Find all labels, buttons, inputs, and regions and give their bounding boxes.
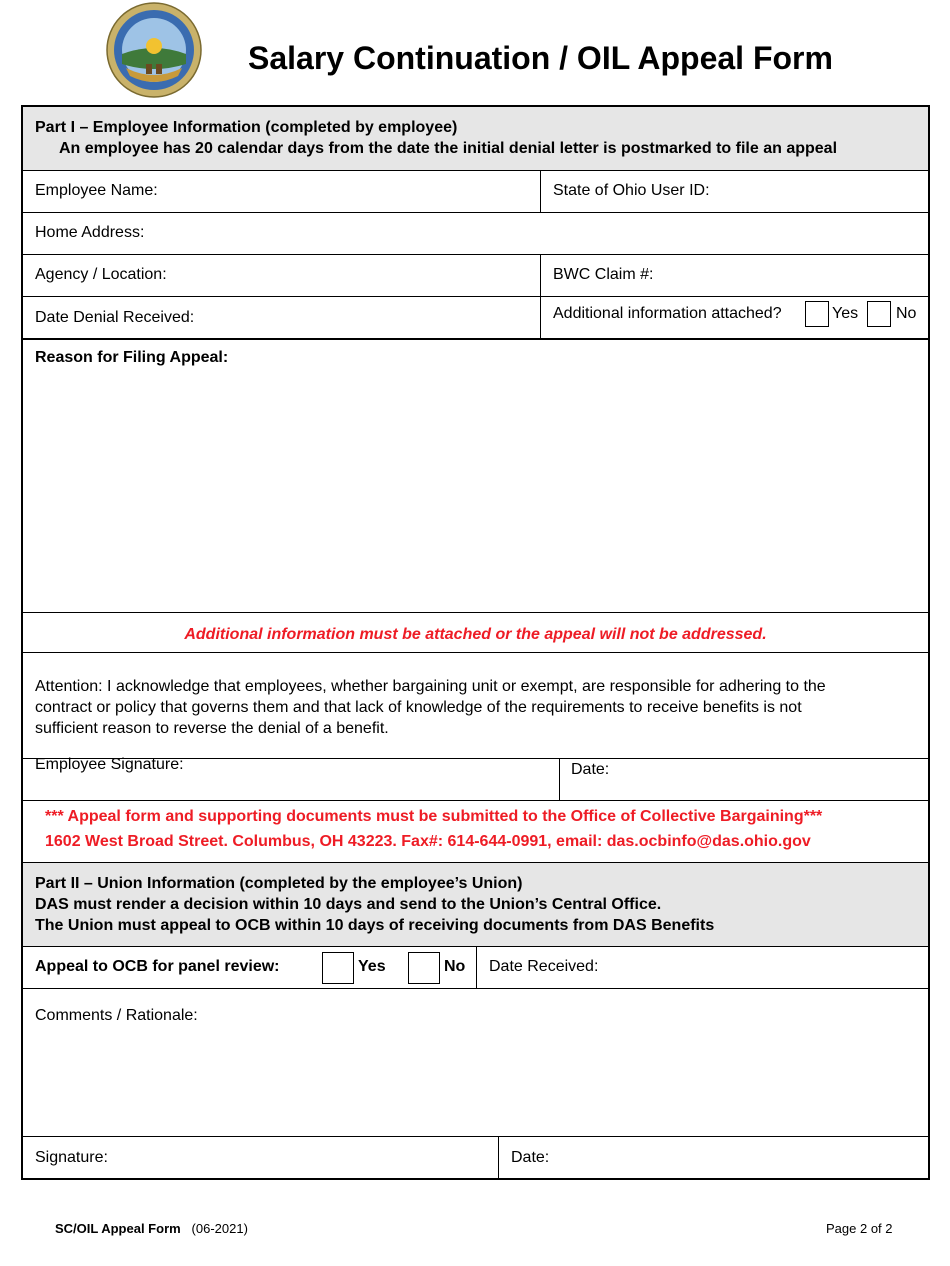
document-title: Salary Continuation / OIL Appeal Form bbox=[248, 40, 833, 76]
warning-row bbox=[23, 613, 928, 653]
appeal-no-label: No bbox=[444, 958, 466, 975]
additional-info-yes-label: Yes bbox=[832, 305, 859, 322]
page-header bbox=[0, 0, 950, 104]
part2-line-2: DAS must render a decision within 10 days and send to the Union’s Central Office. bbox=[35, 896, 662, 913]
union-signature-label: Signature: bbox=[35, 1149, 108, 1166]
employee-date-label: Date: bbox=[571, 761, 610, 778]
date-denial-field[interactable] bbox=[23, 297, 540, 338]
row-employee-signature bbox=[23, 756, 928, 801]
home-address-field[interactable] bbox=[23, 213, 928, 255]
row-agency bbox=[23, 255, 928, 297]
appeal-yes-checkbox[interactable] bbox=[322, 952, 354, 984]
submit-line-2: 1602 West Broad Street. Columbus, OH 43223. Fax#: 614-644-0991, email: das.ocbinfo@das.ohio.gov bbox=[45, 833, 811, 850]
date-received-label: Date Received: bbox=[489, 958, 599, 975]
footer-page-number: Page 2 of 2 bbox=[826, 1221, 893, 1236]
user-id-field[interactable] bbox=[540, 171, 928, 212]
submit-line-1: *** Appeal form and supporting documents must be submitted to the Office of Collective Bargaining*** bbox=[45, 808, 823, 825]
union-signature-field[interactable] bbox=[23, 1137, 498, 1178]
row-employee-name bbox=[23, 171, 928, 213]
additional-info-cell bbox=[540, 297, 928, 338]
employee-date-field[interactable] bbox=[559, 759, 928, 800]
part2-line-3: The Union must appeal to OCB within 10 days of receiving documents from DAS Benefits bbox=[35, 917, 715, 934]
appeal-ocb-cell bbox=[23, 947, 476, 988]
attention-line-3: sufficient reason to reverse the denial of a benefit. bbox=[35, 720, 389, 737]
agency-field[interactable] bbox=[23, 255, 540, 296]
agency-label: Agency / Location: bbox=[35, 266, 167, 283]
appeal-ocb-label: Appeal to OCB for panel review: bbox=[35, 958, 280, 975]
row-date-denial bbox=[23, 297, 928, 340]
date-received-field[interactable] bbox=[476, 947, 928, 988]
part1-header bbox=[23, 107, 928, 171]
union-date-field[interactable] bbox=[498, 1137, 928, 1178]
attention-row bbox=[23, 653, 928, 759]
reason-label: Reason for Filing Appeal: bbox=[35, 349, 229, 366]
employee-signature-field[interactable] bbox=[23, 756, 559, 800]
bwc-claim-field[interactable] bbox=[540, 255, 928, 296]
additional-info-no-checkbox[interactable] bbox=[867, 301, 891, 327]
employee-name-field[interactable] bbox=[23, 171, 540, 212]
employee-name-label: Employee Name: bbox=[35, 182, 158, 199]
footer-revision: (06-2021) bbox=[191, 1221, 248, 1236]
appeal-no-checkbox[interactable] bbox=[408, 952, 440, 984]
appeal-form bbox=[21, 105, 930, 1180]
date-denial-label: Date Denial Received: bbox=[35, 309, 195, 326]
user-id-label: State of Ohio User ID: bbox=[553, 182, 710, 199]
footer-form-id bbox=[55, 1221, 248, 1236]
appeal-yes-label: Yes bbox=[358, 958, 386, 975]
comments-label: Comments / Rationale: bbox=[35, 1007, 198, 1024]
row-appeal-ocb bbox=[23, 947, 928, 989]
comments-field[interactable] bbox=[23, 989, 928, 1137]
row-union-signature bbox=[23, 1137, 928, 1178]
additional-info-yes-checkbox[interactable] bbox=[805, 301, 829, 327]
bwc-claim-label: BWC Claim #: bbox=[553, 266, 654, 283]
attachment-warning: Additional information must be attached or the appeal will not be addressed. bbox=[184, 626, 767, 643]
part2-header bbox=[23, 863, 928, 947]
union-date-label: Date: bbox=[511, 1149, 550, 1166]
ohio-seal-logo bbox=[106, 2, 202, 98]
part1-heading: Part I – Employee Information (completed by employee) bbox=[35, 119, 458, 136]
attention-line-2: contract or policy that governs them and that lack of knowledge of the requirements to receive benefits is not bbox=[35, 699, 802, 716]
home-address-label: Home Address: bbox=[35, 224, 145, 241]
employee-signature-label: Employee Signature: bbox=[35, 756, 184, 773]
part1-subheading: An employee has 20 calendar days from the date the initial denial letter is postmarked to file an appeal bbox=[59, 140, 838, 157]
submit-instructions-row bbox=[23, 801, 928, 863]
additional-info-no-label: No bbox=[896, 305, 917, 322]
attention-line-1: Attention: I acknowledge that employees, whether bargaining unit or exempt, are responsible for adhering to the bbox=[35, 678, 826, 695]
reason-field[interactable] bbox=[23, 340, 928, 613]
part2-heading: Part II – Union Information (completed by the employee’s Union) bbox=[35, 875, 523, 892]
footer-form-name: SC/OIL Appeal Form bbox=[55, 1221, 181, 1236]
additional-info-label: Additional information attached? bbox=[553, 305, 782, 322]
